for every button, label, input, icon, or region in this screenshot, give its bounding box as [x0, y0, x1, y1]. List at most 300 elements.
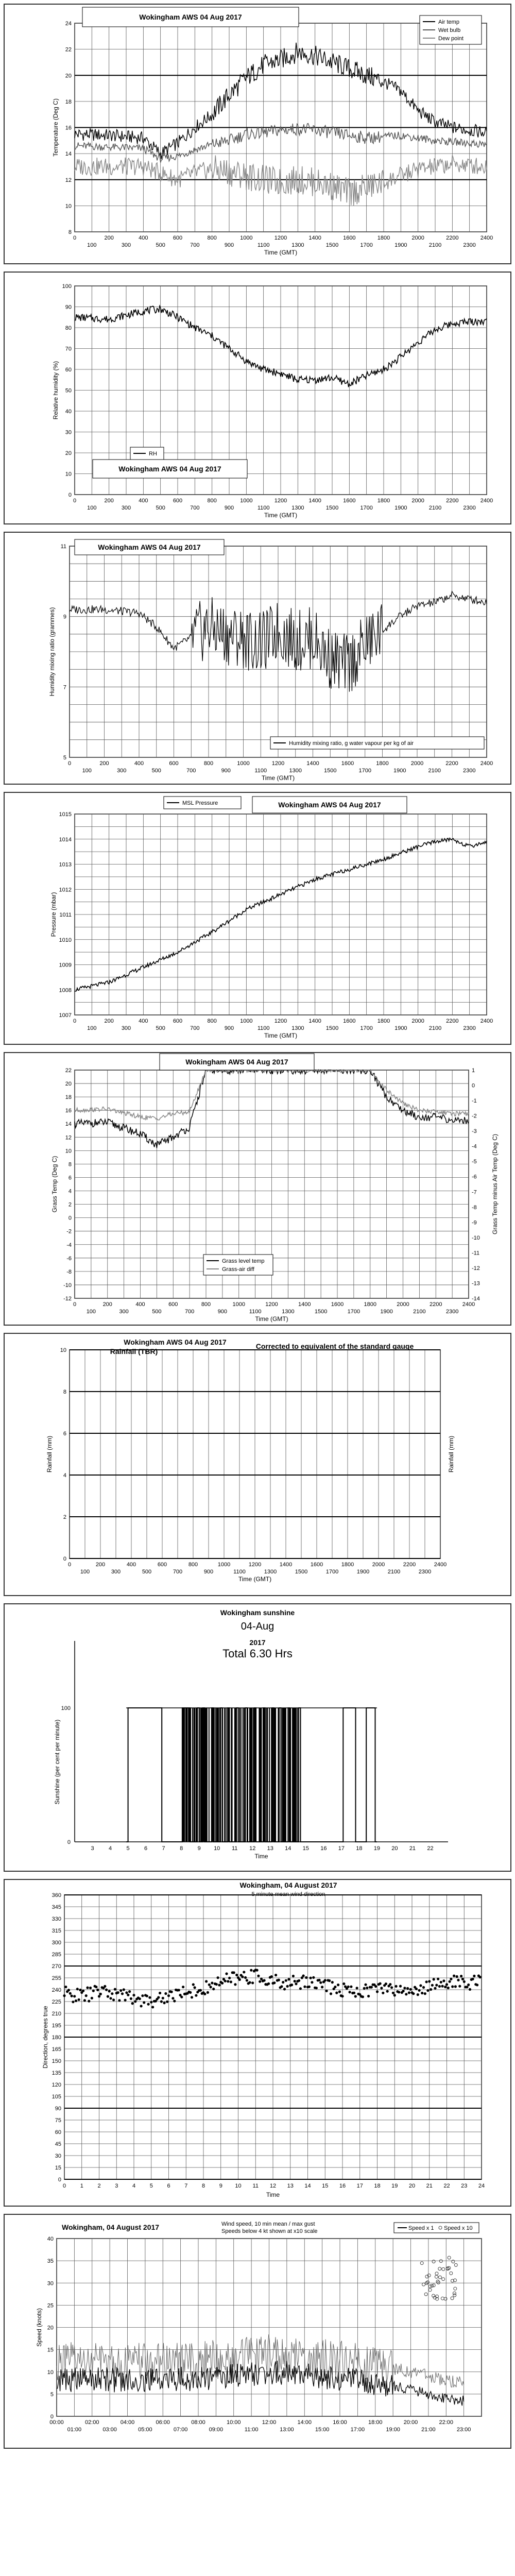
x-tick-label: 400 [134, 760, 144, 767]
wind-direction-point [121, 1992, 124, 1995]
wind-direction-point [374, 1985, 377, 1988]
y-axis-label: Grass Temp (Deg C) [51, 1156, 58, 1213]
wind-direction-point [456, 1975, 458, 1978]
x-tick-label: 1000 [240, 498, 253, 504]
wind-direction-point [238, 1978, 241, 1981]
wind-direction-point [108, 1990, 111, 1992]
wind-direction-point [98, 1995, 100, 1997]
wind-direction-point [433, 1978, 435, 1980]
wind-direction-point [292, 1975, 295, 1977]
x-tick-label: 1700 [347, 1309, 360, 1315]
y-tick-label: 9 [63, 614, 66, 620]
x-tick-label: 03:00 [102, 2427, 117, 2433]
x-tick-label: 200 [102, 1301, 112, 1308]
x-tick-label: 300 [111, 1569, 121, 1575]
y-tick-label: 1010 [59, 937, 72, 943]
x-tick-label: 700 [190, 505, 200, 511]
wind-direction-point [399, 1985, 402, 1988]
x-tick-label: 500 [152, 1309, 162, 1315]
y-tick-label: 10 [65, 203, 72, 210]
x-tick-label: 1900 [394, 1025, 407, 1031]
wind-direction-point [139, 1997, 141, 2000]
x-tick-label: 4 [132, 2183, 136, 2189]
x-tick-label: 1900 [393, 768, 406, 774]
wind-direction-point [227, 1980, 229, 1982]
y-axis-label: Relative humidity (%) [52, 361, 59, 420]
x-tick-label: 100 [87, 505, 97, 511]
wind-direction-point [118, 1999, 121, 2002]
wind-direction-point [128, 1990, 131, 1993]
wind-direction-point [449, 1980, 451, 1983]
wind-direction-point [278, 1979, 280, 1981]
x-tick-label: 1300 [282, 1309, 295, 1315]
x-tick-label: 1300 [291, 505, 304, 511]
wind-direction-point [415, 1988, 418, 1990]
pressure-chart [0, 788, 515, 1048]
x-tick-label: 20 [391, 1845, 398, 1852]
y-tick-label: 4 [68, 1188, 72, 1195]
wind-direction-point [466, 1986, 468, 1988]
wind-direction-point [140, 2005, 143, 2007]
y-tick-label: 0 [68, 1215, 72, 1222]
x-tick-label: 2400 [462, 1301, 475, 1308]
x-axis-label: Time [266, 2191, 280, 2198]
wind-direction-point [362, 1995, 364, 1998]
x-tick-label: 2400 [480, 235, 493, 241]
x-tick-label: 8 [201, 2183, 205, 2189]
wind-direction-point [298, 1979, 300, 1982]
wind-direction-point [467, 1984, 470, 1986]
x-tick-label: 19 [373, 1845, 381, 1852]
y-tick-label: 240 [52, 1987, 61, 1993]
y-tick-label: 1009 [59, 962, 72, 969]
wind-direction-point [244, 1976, 247, 1979]
wind-direction-point [422, 1986, 425, 1989]
x-tick-label: 1700 [360, 1025, 373, 1031]
x-tick-label: 600 [173, 235, 183, 241]
x-tick-label: 1900 [394, 242, 407, 248]
wind-direction-point [218, 1984, 220, 1986]
y-tick-label: 22 [65, 46, 72, 53]
wind-direction-point [76, 1988, 79, 1990]
x-tick-label: 1200 [265, 1301, 278, 1308]
wind-direction-point [325, 1990, 328, 1992]
wind-direction-point [405, 1993, 407, 1995]
wind-direction-point [246, 1979, 248, 1981]
wind-direction-point [109, 1997, 112, 1999]
wind-direction-point [312, 1976, 315, 1979]
x-tick-label: 21 [409, 1845, 416, 1852]
wind-direction-point [335, 1992, 338, 1994]
wind-direction-point [164, 1992, 167, 1995]
x-tick-label: 600 [173, 498, 183, 504]
x-tick-label: 300 [121, 505, 131, 511]
x-tick-label: 1400 [308, 1018, 321, 1024]
wind-direction-point [180, 1996, 183, 1998]
y2-tick-label: 0 [472, 1082, 475, 1089]
wind-direction-point [318, 1979, 320, 1981]
x-tick-label: 6 [167, 2183, 170, 2189]
x-tick-label: 14:00 [297, 2419, 312, 2426]
y-tick-label: 7 [63, 684, 66, 691]
x-tick-label: 1500 [325, 505, 339, 511]
wind-direction-point [283, 1988, 286, 1990]
y-tick-label: 1012 [59, 887, 72, 893]
y-tick-label: 1015 [59, 811, 72, 818]
x-tick-label: 0 [73, 235, 77, 241]
relative-humidity-chart [0, 268, 515, 528]
x-tick-label: 22 [443, 2183, 450, 2189]
x-tick-label: 1200 [248, 1562, 262, 1568]
wind-direction-point [248, 1981, 251, 1984]
wind-direction-point [146, 1995, 148, 1997]
wind-direction-point [91, 1997, 93, 1999]
wind-direction-point [392, 1992, 394, 1994]
x-tick-label: 11:00 [244, 2427, 259, 2433]
y-tick-label: 8 [68, 229, 72, 235]
x-tick-label: 300 [119, 1309, 129, 1315]
chart-title: Wokingham AWS 04 Aug 2017 [98, 543, 201, 551]
x-tick-label: 1400 [308, 235, 321, 241]
y-tick-label: 1013 [59, 861, 72, 868]
wind-direction-point [112, 1998, 115, 2001]
wind-direction-point [463, 1980, 466, 1983]
chart-year: 2017 [249, 1638, 266, 1647]
y-tick-label: 30 [47, 2280, 54, 2287]
x-tick-label: 1500 [314, 1309, 328, 1315]
y2-tick-label: -8 [472, 1204, 477, 1211]
chart-title: Wokingham AWS 04 Aug 2017 [124, 1338, 227, 1346]
x-tick-label: 1100 [254, 768, 267, 774]
legend-label: Wet bulb [438, 27, 461, 33]
x-tick-label: 22:00 [439, 2419, 454, 2426]
wind-direction-point [434, 1987, 436, 1990]
y-tick-label: 180 [52, 2035, 61, 2041]
wind-direction-point [337, 1984, 339, 1986]
chart-subtitle: 5 minute mean wind direction [251, 1891, 325, 1897]
wind-direction-point [282, 1981, 284, 1984]
x-tick-label: 600 [168, 1301, 178, 1308]
x-tick-label: 02:00 [84, 2419, 99, 2426]
wind-direction-point [107, 1995, 109, 1998]
wind-direction-point [131, 2002, 134, 2005]
wind-direction-point [406, 1987, 409, 1990]
wind-direction-point [366, 1987, 368, 1989]
x-axis-label: Time (GMT) [255, 1315, 288, 1323]
x-tick-label: 16:00 [333, 2419, 347, 2426]
wind-direction-point [160, 2000, 163, 2003]
y-tick-label: 90 [55, 2106, 61, 2112]
x-tick-label: 2000 [397, 1301, 409, 1308]
x-tick-label: 2400 [480, 1018, 493, 1024]
x-tick-label: 700 [173, 1569, 183, 1575]
wind-direction-point [63, 1994, 65, 1997]
y-axis-label: Rainfall (mm) [448, 1435, 455, 1473]
x-tick-label: 2400 [480, 760, 493, 767]
x-tick-label: 200 [95, 1562, 106, 1568]
x-tick-label: 2400 [480, 498, 493, 504]
wind-direction-point [221, 1982, 224, 1985]
y-tick-label: 75 [55, 2117, 61, 2124]
wind-direction-point [119, 1989, 122, 1992]
x-tick-label: 400 [126, 1562, 136, 1568]
y2-tick-label: -10 [472, 1234, 480, 1241]
x-axis-label: Time (GMT) [238, 1575, 272, 1583]
x-tick-label: 1400 [308, 498, 321, 504]
x-tick-label: 10 [214, 1845, 220, 1852]
wind-direction-point [285, 1979, 287, 1982]
x-tick-label: 1400 [279, 1562, 293, 1568]
x-tick-label: 1600 [343, 1018, 356, 1024]
wind-direction-point [364, 1984, 367, 1986]
x-tick-label: 0 [73, 498, 77, 504]
x-tick-label: 900 [224, 505, 234, 511]
wind-direction-point [435, 1984, 438, 1987]
y2-tick-label: 1 [472, 1067, 475, 1074]
wind-direction-point [403, 1987, 406, 1989]
wind-direction-point [290, 1984, 293, 1986]
wind-direction-point [303, 1986, 306, 1988]
wind-direction-point [408, 1991, 410, 1994]
x-tick-label: 1800 [377, 1018, 390, 1024]
wind-direction-point [243, 1971, 245, 1973]
x-tick-label: 1300 [291, 242, 304, 248]
x-tick-label: 1000 [217, 1562, 231, 1568]
x-tick-label: 2300 [463, 1025, 476, 1031]
x-tick-label: 2100 [428, 1025, 442, 1031]
x-tick-label: 7 [184, 2183, 188, 2189]
y-tick-label: 8 [68, 1161, 72, 1168]
wind-direction-point [305, 1976, 307, 1979]
x-tick-label: 900 [217, 1309, 228, 1315]
legend-label: Humidity mixing ratio, g water vapour per kg of air [289, 740, 414, 747]
x-tick-label: 3 [115, 2183, 118, 2189]
x-tick-label: 2300 [463, 768, 476, 774]
wind-direction-point [409, 1988, 412, 1991]
rainfall-chart [0, 1329, 515, 1600]
wind-direction-point [454, 1985, 457, 1988]
x-tick-label: 01:00 [67, 2427, 82, 2433]
wind-speed-chart-panel [0, 2210, 515, 2452]
y-tick-label: 20 [65, 73, 72, 79]
x-tick-label: 500 [151, 768, 161, 774]
wind-direction-point [469, 1988, 471, 1991]
y-tick-label: 60 [55, 2129, 61, 2136]
x-tick-label: 800 [201, 1301, 211, 1308]
x-tick-label: 19:00 [386, 2427, 400, 2433]
x-tick-label: 2300 [463, 505, 476, 511]
y-tick-label: 45 [55, 2141, 61, 2147]
wind-direction-point [233, 1971, 235, 1974]
y-axis-label: Grass Temp minus Air Temp (Deg C) [491, 1134, 499, 1234]
chart-title: Wokingham AWS 04 Aug 2017 [278, 801, 381, 809]
y-tick-label: 0 [63, 1556, 66, 1562]
wind-direction-point [308, 1986, 311, 1988]
y-tick-label: 4 [63, 1472, 66, 1479]
y-tick-label: 0 [50, 2414, 54, 2420]
wind-direction-point [189, 1991, 192, 1994]
legend-label: MSL Pressure [182, 800, 218, 806]
wind-direction-point [173, 1999, 176, 2002]
wind-direction-point [330, 1992, 332, 1995]
x-tick-label: 15 [322, 2183, 329, 2189]
wind-direction-point [111, 1992, 113, 1995]
wind-direction-point [382, 1992, 384, 1994]
x-tick-label: 200 [104, 498, 114, 504]
x-tick-label: 1700 [360, 242, 373, 248]
x-tick-label: 00:00 [49, 2419, 64, 2426]
temperature-chart [0, 0, 515, 268]
x-tick-label: 2300 [445, 1309, 459, 1315]
wind-direction-point [207, 1991, 209, 1994]
x-tick-label: 1800 [364, 1301, 376, 1308]
x-tick-label: 09:00 [209, 2427, 224, 2433]
wind-direction-point [151, 2006, 154, 2008]
y-tick-label: -12 [63, 1296, 72, 1302]
x-tick-label: 4 [108, 1845, 112, 1852]
x-tick-label: 600 [157, 1562, 167, 1568]
x-tick-label: 2200 [446, 498, 459, 504]
x-tick-label: 6 [144, 1845, 148, 1852]
x-tick-label: 2200 [430, 1301, 442, 1308]
y-tick-label: 20 [47, 2325, 54, 2331]
wind-direction-point [385, 1982, 387, 1985]
chart-title: Wokingham, 04 August 2017 [239, 1881, 337, 1889]
wind-direction-point [286, 1985, 289, 1988]
wind-direction-point [431, 1984, 434, 1987]
x-tick-label: 1500 [324, 768, 337, 774]
y-tick-label: 5 [63, 755, 66, 761]
y-tick-label: 60 [65, 367, 72, 373]
x-tick-label: 1200 [274, 1018, 287, 1024]
wind-direction-point [71, 1995, 73, 1997]
y-axis-label: Rainfall (mm) [46, 1435, 53, 1473]
y-tick-label: 80 [65, 325, 72, 331]
chart-note: Speeds below 4 kt shown at x10 scale [221, 2228, 318, 2234]
wind-direction-point [424, 1992, 426, 1995]
y-tick-label: 20 [65, 1081, 72, 1088]
x-tick-label: 9 [219, 2183, 222, 2189]
y2-tick-label: -4 [472, 1143, 477, 1150]
wind-direction-point [210, 1986, 212, 1988]
wind-direction-point [99, 1993, 102, 1995]
wind-direction-point [419, 1984, 422, 1987]
x-tick-label: 1800 [341, 1562, 354, 1568]
wind-direction-point [461, 1978, 464, 1980]
y-tick-label: 1008 [59, 987, 72, 994]
x-tick-label: 1500 [325, 242, 339, 248]
wind-direction-point [134, 2000, 136, 2003]
wind-direction-point [230, 1980, 232, 1983]
x-tick-label: 08:00 [191, 2419, 205, 2426]
wind-direction-point [421, 1992, 423, 1994]
wind-direction-point [442, 1979, 445, 1982]
wind-direction-point [191, 1996, 193, 1998]
wind-direction-point [82, 1990, 84, 1992]
wind-direction-point [83, 1999, 86, 2002]
y-tick-label: 12 [65, 177, 72, 183]
wind-direction-point [234, 1983, 236, 1986]
chart-note: Corrected to equivalent of the standard gauge [255, 1342, 414, 1350]
x-tick-label: 14 [304, 2183, 311, 2189]
wind-direction-point [274, 1974, 277, 1976]
x-tick-label: 900 [224, 1025, 234, 1031]
x-tick-label: 21:00 [421, 2427, 436, 2433]
x-tick-label: 2100 [428, 242, 442, 248]
x-tick-label: 400 [135, 1301, 145, 1308]
wind-direction-point [328, 1979, 331, 1982]
y-tick-label: 0 [68, 492, 72, 498]
x-tick-label: 400 [139, 235, 148, 241]
x-axis-label: Time (GMT) [264, 512, 298, 519]
x-tick-label: 900 [224, 242, 234, 248]
x-tick-label: 2200 [445, 760, 458, 767]
x-tick-label: 07:00 [173, 2427, 188, 2433]
y-tick-label: 360 [52, 1892, 61, 1899]
x-tick-label: 0 [73, 1018, 77, 1024]
y2-tick-label: -11 [472, 1250, 480, 1257]
x-tick-label: 1700 [325, 1569, 339, 1575]
x-tick-label: 900 [203, 1569, 214, 1575]
x-tick-label: 1800 [377, 498, 390, 504]
y-tick-label: 14 [65, 151, 72, 158]
x-tick-label: 17 [356, 2183, 363, 2189]
x-tick-label: 1600 [310, 1562, 323, 1568]
wind-direction-point [473, 1975, 475, 1977]
x-tick-label: 800 [188, 1562, 198, 1568]
wind-direction-point [287, 1978, 290, 1980]
x-tick-label: 200 [104, 235, 114, 241]
x-tick-label: 1500 [295, 1569, 308, 1575]
y-tick-label: 120 [52, 2082, 61, 2088]
y-tick-label: 16 [65, 125, 72, 131]
y-tick-label: 10 [65, 1148, 72, 1155]
sunshine-chart [0, 1600, 515, 1875]
wind-direction-point [444, 1986, 447, 1988]
x-tick-label: 1900 [380, 1309, 393, 1315]
wind-direction-point [367, 1995, 370, 1997]
wind-direction-point [450, 1978, 452, 1980]
x-tick-label: 1500 [325, 1025, 339, 1031]
y-tick-label: 30 [65, 429, 72, 436]
wind-direction-point [217, 1976, 219, 1979]
x-tick-label: 0 [67, 760, 72, 767]
wind-direction-point [376, 1990, 379, 1993]
y-tick-label: 270 [52, 1963, 61, 1970]
x-tick-label: 21 [426, 2183, 433, 2189]
x-tick-label: 1600 [343, 235, 356, 241]
x-tick-label: 1000 [237, 760, 250, 767]
x-tick-label: 2000 [410, 760, 424, 767]
wind-direction-point [310, 1977, 312, 1979]
wind-direction-point [104, 1985, 106, 1988]
y-tick-label: 315 [52, 1928, 61, 1934]
wind-direction-point [350, 1986, 352, 1988]
wind-direction-point [417, 1993, 419, 1996]
x-tick-label: 700 [190, 242, 200, 248]
legend-label: RH [149, 451, 157, 457]
wind-direction-point [321, 1986, 323, 1988]
x-tick-label: 1100 [257, 1025, 270, 1031]
wind-direction-point [257, 1975, 260, 1977]
y-tick-label: 10 [47, 2369, 54, 2376]
x-tick-label: 1600 [343, 498, 356, 504]
x-tick-label: 400 [139, 498, 148, 504]
y-tick-label: 345 [52, 1904, 61, 1910]
wind-direction-point [117, 1991, 119, 1994]
chart-title: Wokingham AWS 04 Aug 2017 [139, 13, 242, 21]
wind-direction-point [166, 2001, 168, 2003]
